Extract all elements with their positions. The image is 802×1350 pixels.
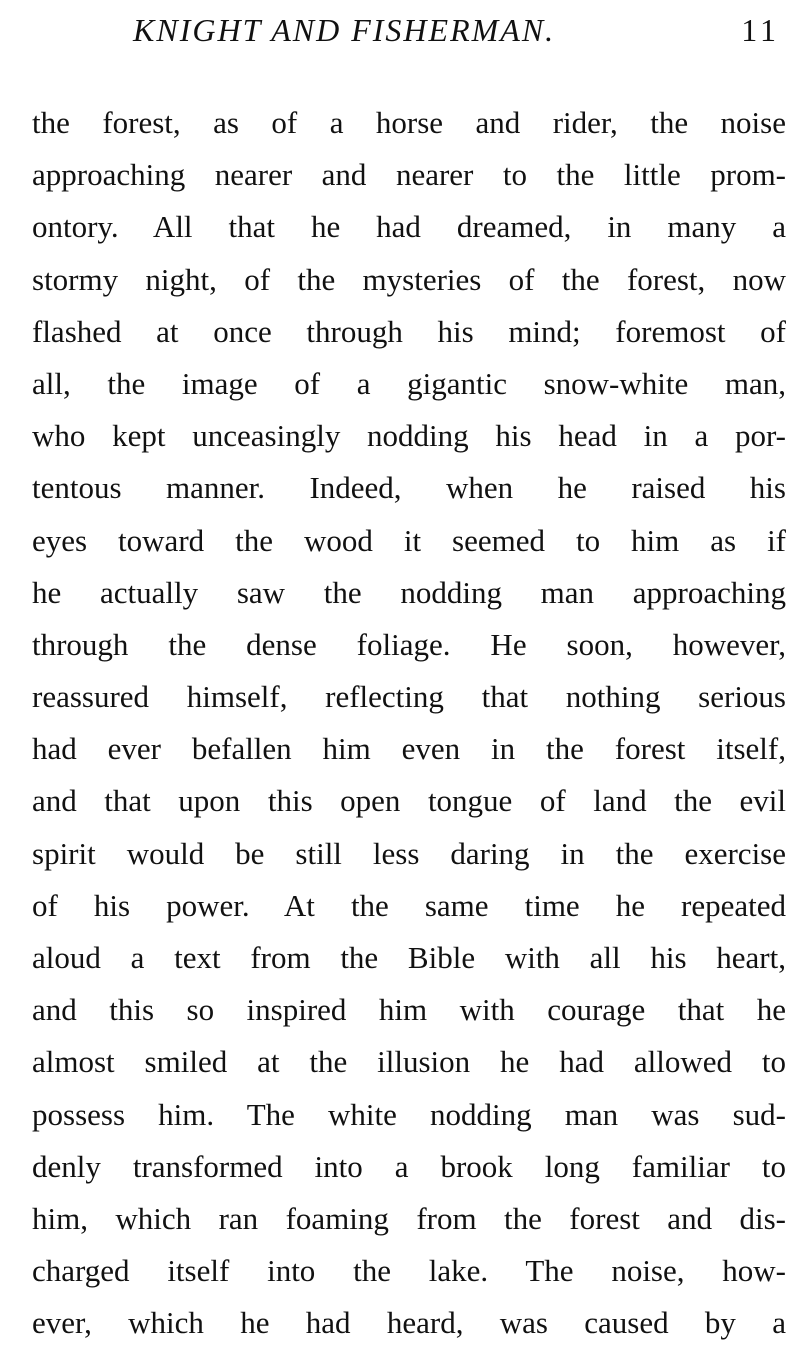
- running-title: KNIGHT AND FISHERMAN.: [133, 12, 556, 48]
- page-number: 11: [741, 12, 780, 48]
- text-line: he actually saw the nodding man approaching: [32, 574, 786, 610]
- text-line: and that upon this open tongue of land the evil: [32, 783, 786, 819]
- text-line: who kept unceasingly nodding his head in a por-: [32, 418, 786, 454]
- text-line: the forest, as of a horse and rider, the noise: [32, 105, 786, 140]
- text-line: reassured himself, reflecting that nothing serious: [32, 679, 786, 715]
- body-text: [32, 97, 786, 1350]
- running-head: [0, 8, 802, 58]
- text-line: of his power. At the same time he repeated: [32, 887, 786, 923]
- text-line: aloud a text from the Bible with all his heart,: [32, 940, 786, 975]
- text-line: tentous manner. Indeed, when he raised his: [32, 470, 786, 506]
- text-line: spirit would be still less daring in the exercise: [32, 835, 786, 871]
- text-line: denly transformed into a brook long familiar to: [32, 1148, 786, 1184]
- text-line: charged itself into the lake. The noise, how-: [32, 1253, 786, 1289]
- text-line: all, the image of a gigantic snow-white man,: [32, 365, 786, 401]
- text-line: eyes toward the wood it seemed to him as if: [32, 522, 786, 558]
- text-line: stormy night, of the mysteries of the forest, now: [32, 261, 786, 297]
- text-line: almost smiled at the illusion he had allowed to: [32, 1044, 786, 1080]
- text-line: flashed at once through his mind; foremost of: [32, 313, 786, 349]
- text-line: approaching nearer and nearer to the little prom-: [32, 157, 786, 193]
- text-line: through the dense foliage. He soon, however,: [32, 626, 786, 662]
- text-line: ontory. All that he had dreamed, in many a: [32, 209, 786, 245]
- text-line: possess him. The white nodding man was sud-: [32, 1096, 786, 1132]
- text-line: him, which ran foaming from the forest and dis-: [32, 1200, 786, 1236]
- text-line: and this so inspired him with courage that he: [32, 992, 786, 1028]
- text-line: had ever befallen him even in the forest itself,: [32, 731, 786, 767]
- text-line: ever, which he had heard, was caused by a: [32, 1305, 786, 1341]
